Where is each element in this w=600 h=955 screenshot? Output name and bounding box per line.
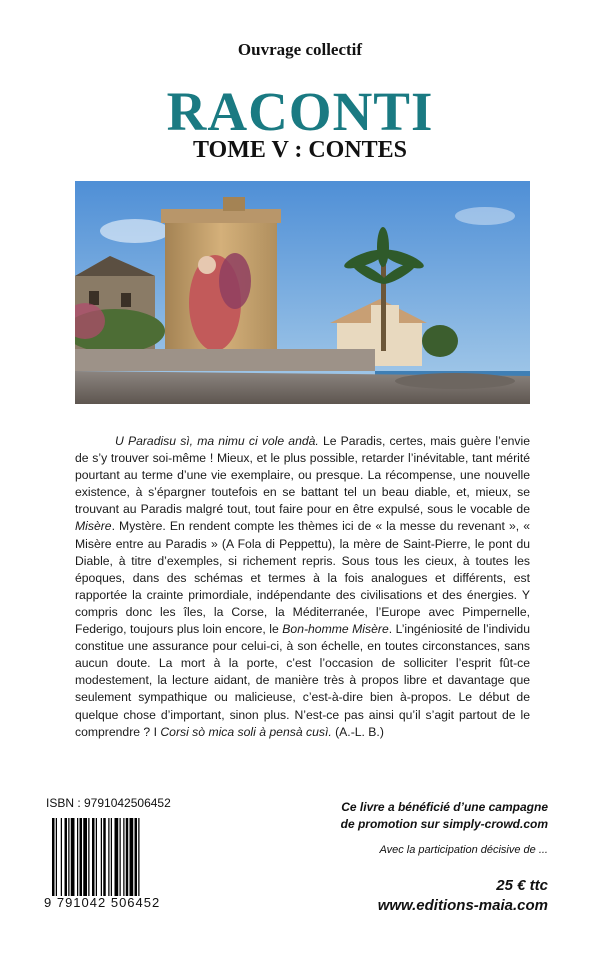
campaign-line-1: Ce livre a bénéficié d’une campagne <box>341 800 548 814</box>
blurb-text-1: Le Paradis, certes, mais guère l’envie de s’y trouver soi-même ! Mieux, et le plus possible, retarder l’inévitable, tant mérité pourtant au terme d’une vie exemplaire, ou presque. La récompense, une nouvelle existence, à s’épargner toutefois en se battant tel un beau diable, et, mieux, se trouvant au Paradis malgré tout, tout faire pour en être expulsé, sous le vocable de <box>75 434 530 517</box>
blurb-text-2: . Mystère. En rendent compte les thèmes ici de « la messe du revenant », « Misère entre au Paradis » (A Fola di Peppettu), la mère de Saint-Pierre, le pont du Diable, à titre d’exemples, si richement repris. Sous tous les cieux, à toutes les époques, dans des schémas et termes à la fois analogues et différents, est rapportée la crainte primordiale, indépendante des civilisations et des énergies. Y compris donc les îles, la Corse, la Méditerranée, l’Europe avec Pimpernelle, Federigo, toujours plus loin encore, le <box>75 519 530 637</box>
barcode-bar <box>96 818 97 896</box>
blurb-bonhomme-misere: Bon-homme Misère <box>282 622 389 637</box>
barcode-bar <box>115 818 119 896</box>
barcode-digits: 9 791042 506452 <box>44 895 161 910</box>
blurb-corsican-proverb: U Paradisu sì, ma nimu ci vole andà. <box>115 434 319 448</box>
barcode-bar <box>52 818 55 896</box>
book-price: 25 € ttc <box>496 877 548 894</box>
barcode-bar <box>88 818 89 896</box>
campaign-line-2: de promotion sur simply-crowd.com <box>340 817 548 831</box>
barcode-bar <box>123 818 124 896</box>
blurb-corsi-quote: Corsi sò mica soli à pensà cusì. <box>160 724 332 739</box>
barcode-bar <box>126 818 129 896</box>
back-cover-blurb <box>75 433 530 741</box>
barcode-bar <box>61 818 62 896</box>
barcode-bar <box>138 818 139 896</box>
cover-photo <box>75 181 530 404</box>
barcode-bar <box>77 818 78 896</box>
barcode-bar <box>71 818 75 896</box>
barcode-bar <box>56 818 57 896</box>
barcode-bar <box>68 818 69 896</box>
isbn-label: ISBN : 9791042506452 <box>46 796 171 810</box>
book-subtitle: TOME V : CONTES <box>192 137 408 163</box>
barcode-bar <box>101 818 102 896</box>
barcode-bar <box>92 818 95 896</box>
book-title: RACONTI <box>166 81 434 142</box>
barcode-bar <box>80 818 83 896</box>
barcode-bar <box>130 818 134 896</box>
publisher-website: www.editions-maia.com <box>377 897 548 914</box>
participation-note: Avec la participation décisive de ... <box>379 844 548 856</box>
barcode-bar <box>108 818 109 896</box>
blurb-misere: Misère <box>75 519 112 534</box>
crowd-campaign-note <box>341 799 548 833</box>
barcode-bar <box>83 818 87 896</box>
blurb-text-3: . L’ingéniosité de l’individu constitue une assurance pour celui-ci, à son échelle, en toutes circonstances, sans aucun doute. La mort à la porte, c’est l’occasion de solliciter l’esprit fût-ce modestement, la lecture aidant, de manière très à propos libre et davantage que seulement sympathique ou malicieuse, c’est-à-dire bien à-propos. Le début de quelque chose d’important, sinon plus. N’est-ce pas ainsi qu’il s’agit partout de le comprendre ? I <box>75 622 530 739</box>
barcode-bar <box>135 818 138 896</box>
blurb-signature: (A.-L. B.) <box>331 724 384 739</box>
barcode-bar <box>111 818 112 896</box>
barcode-bar <box>65 818 68 896</box>
barcode-bar <box>103 818 106 896</box>
barcode-bar <box>120 818 121 896</box>
collective-work-label: Ouvrage collectif <box>237 40 363 59</box>
